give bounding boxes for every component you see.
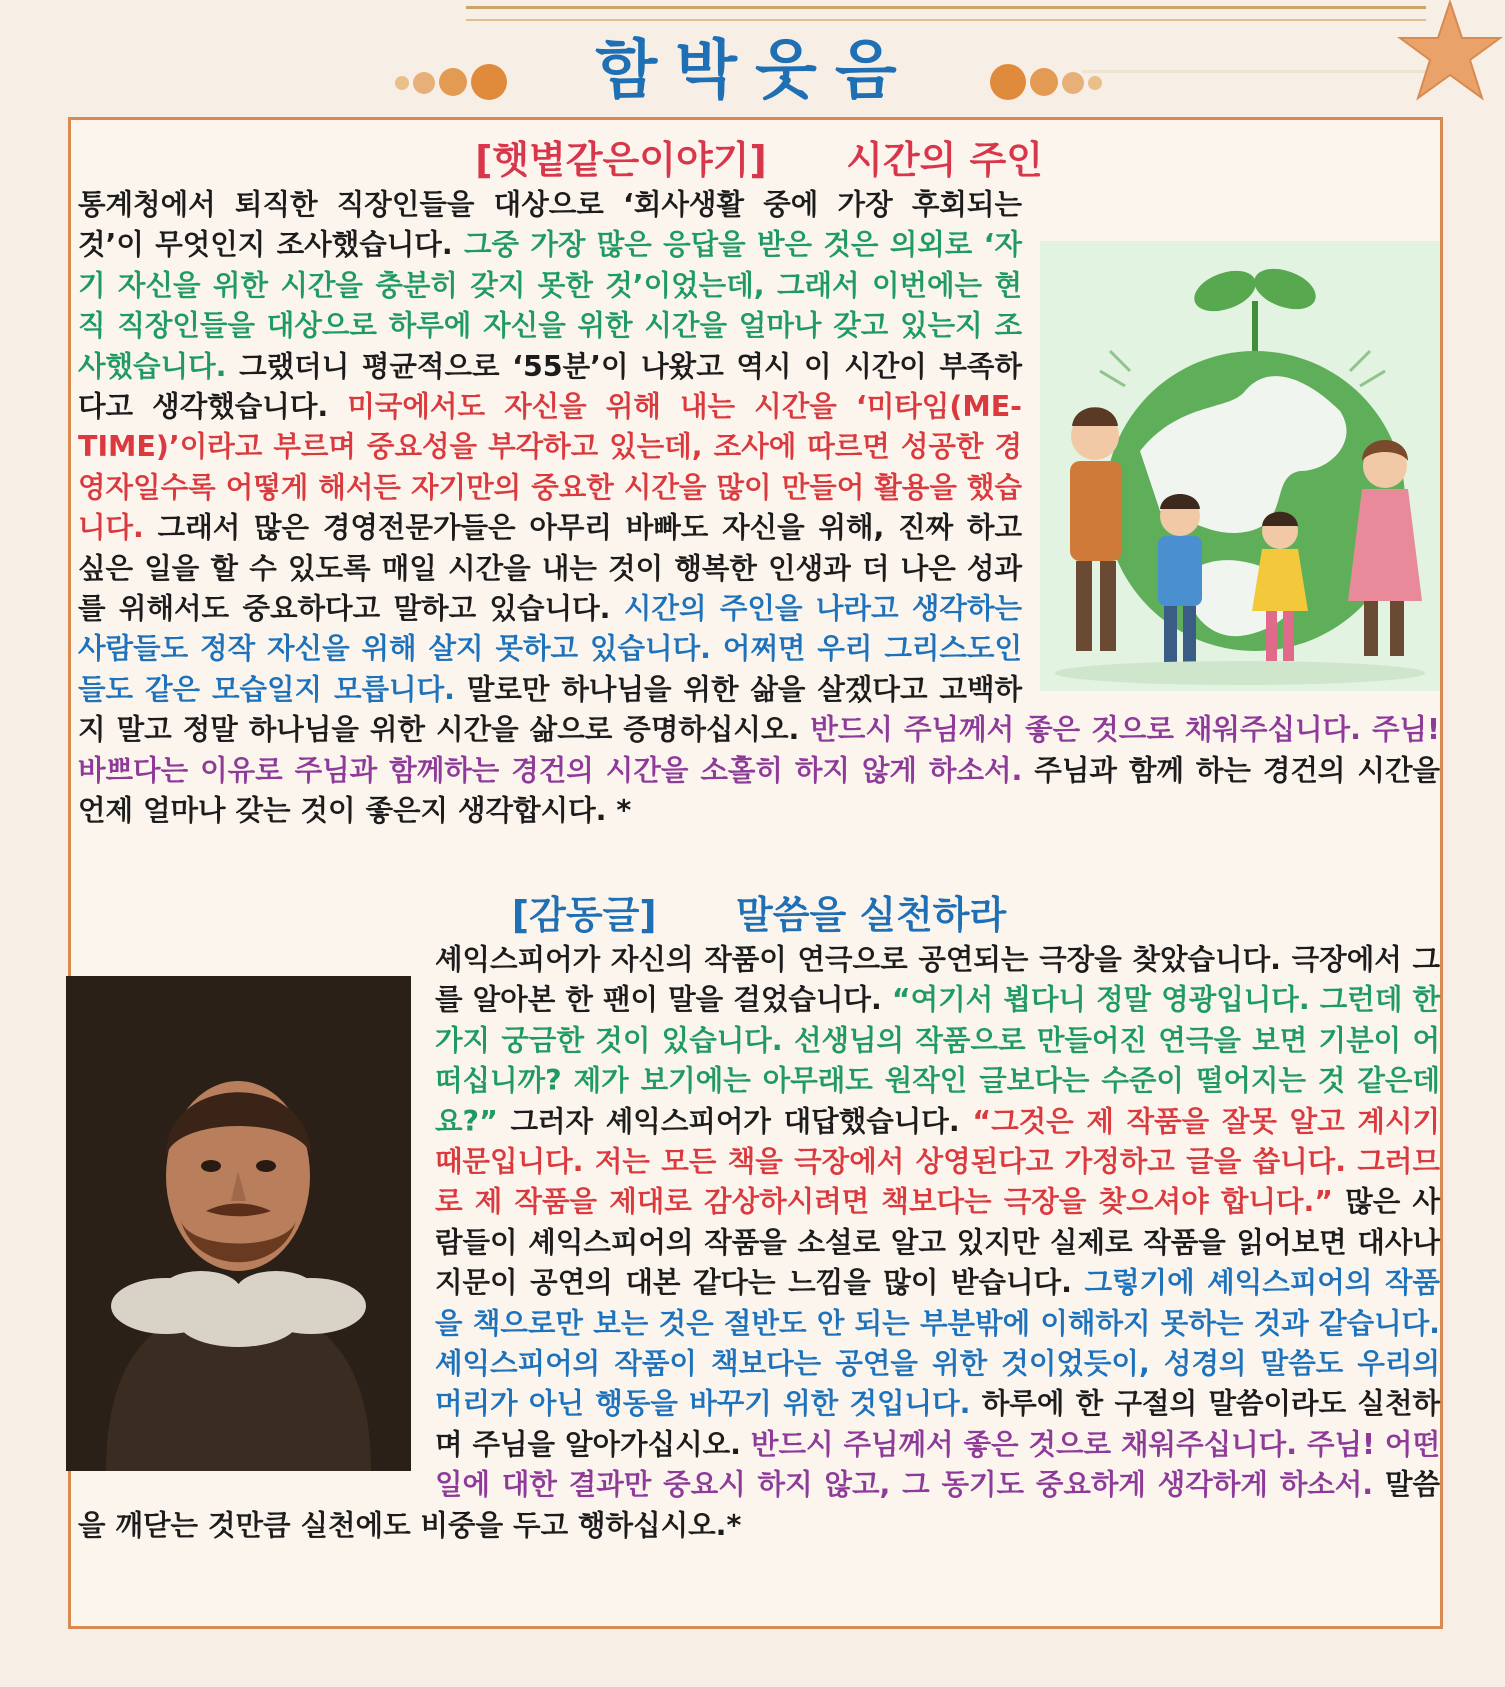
story-practice-the-word [78, 890, 1440, 1615]
page-title: 함박웃음 [595, 34, 915, 108]
story1-seg-8: 주님과 함께 하는 경건의 시간을 언제 얼마나 갖는 것이 좋은지 생각합시다. * [78, 753, 1441, 828]
story1-seg-4: 그래서 많은 경영전문가들은 아무리 바빠도 자신을 위해, 진짜 하고 싶은 일을 할 수 있도록 매일 시간을 내는 것이 행복한 인생과 더 나은 성과를 위해서도 중요하다고 말하고 있습니다. [78, 511, 1022, 626]
story1-seg-0: 통계청에서 퇴직한 직장인들을 대상으로 ‘회사생활 중에 가장 후회되는 것’이 무엇인지 조사했습니다. [78, 188, 1022, 262]
story1-seg-3: 미국에서도 자신을 위해 내는 시간을 ‘미타임(ME-TIME)’이라고 부르며 중요성을 부각하고 있는데, 조사에 따르면 성공한 경영자일수록 어떻게 해서든 자기만의 중요한 시간을 많이 만들어 활용을 했습니다. [78, 390, 1023, 545]
story2-title [78, 890, 1440, 940]
story2-seg-5: 그렇기에 셰익스피어의 작품을 책으로만 보는 것은 절반도 안 되는 부분밖에 이해하지 못하는 것과 같습니다. 셰익스피어의 작품이 책보다는 공연을 위한 것이었듯이, 성경의 말씀도 우리의 머리가 아닌 행동을 바꾸기 위한 것입니다. [435, 1266, 1441, 1421]
shakespeare-portrait [66, 976, 411, 1471]
right-dots-decoration [990, 64, 1110, 100]
left-dots-decoration [395, 64, 515, 100]
globe-children-illustration [1040, 241, 1440, 691]
story2-seg-8: 말씀을 깨닫는 것만큼 실천에도 비중을 두고 행하십시오.* [78, 1468, 1441, 1542]
story2-title-tag: [감동글] [511, 893, 657, 937]
story1-title [78, 135, 1440, 185]
story1-seg-1: 그중 가장 많은 응답을 받은 것은 의외로 ‘자기 자신을 위한 시간을 충분히 갖지 못한 것’이었는데, 그래서 이번에는 현직 직장인들을 대상으로 하루에 자신을 위한 시간을 얼마나 갖고 있는지 조사했습니다. [78, 228, 1023, 383]
story1-body [78, 185, 1440, 832]
story2-body [78, 940, 1440, 1546]
story2-seg-0: 셰익스피어가 자신의 작품이 연극으로 공연되는 극장을 찾았습니다. 극장에서 그를 알아본 한 팬이 말을 걸었습니다. [435, 943, 1440, 1017]
story1-seg-6: 말로만 하나님을 위한 삶을 살겠다고 고백하지 말고 정말 하나님을 위한 시간을 삶으로 증명하십시오. [78, 672, 1023, 747]
page-header [0, 28, 1505, 118]
story2-seg-7: 반드시 주님께서 좋은 것으로 채워주십니다. 주님! 어떤 일에 대한 결과만 중요시 하지 않고, 그 동기도 중요하게 생각하게 하소서. [435, 1427, 1440, 1502]
story1-seg-5: 시간의 주인을 나라고 생각하는 사람들도 정작 자신을 위해 살지 못하고 있습니다. 어쩌면 우리 그리스도인들도 같은 모습일지 모릅니다. [78, 592, 1023, 706]
illustration-svg [1040, 241, 1440, 691]
story1-title-main: 시간의 주인 [846, 138, 1043, 182]
story1-seg-7: 반드시 주님께서 좋은 것으로 채워주십니다. 주님! 바쁘다는 이유로 주님과 함께하는 경건의 시간을 소홀히 하지 않게 하소서. [78, 713, 1440, 787]
story1-seg-2: 그랬더니 평균적으로 ‘55분’이 나왔고 역시 이 시간이 부족하다고 생각했습니다. [78, 349, 1022, 424]
story2-seg-6: 하루에 한 구절의 말씀이라도 실천하며 주님을 알아가십시오. [435, 1387, 1441, 1461]
story2-seg-3: “그것은 제 작품을 잘못 알고 계시기 때문입니다. 저는 모든 책을 극장에서 상영된다고 가정하고 글을 씁니다. 그러므로 제 작품을 제대로 감상하시려면 책보다는 극장을 찾으셔야 합니다.” [435, 1104, 1441, 1219]
top-decorative-rule [466, 6, 1426, 21]
portrait-svg [66, 976, 411, 1471]
story2-seg-1: “여기서 뵙다니 정말 영광입니다. 그런데 한 가지 궁금한 것이 있습니다. 선생님의 작품으로 만들어진 연극을 보면 기분이 어떠십니까? 제가 보기에는 아무래도 원작인 글보다는 수준이 떨어지는 것 같은데요?” [435, 983, 1440, 1138]
story1-title-tag: [햇볕같은이야기] [475, 138, 767, 182]
story2-title-main: 말씀을 실천하라 [736, 893, 1007, 937]
story-time-owner [78, 135, 1440, 870]
story2-seg-4: 많은 사람들이 셰익스피어의 작품을 소설로 알고 있지만 실제로 작품을 읽어보면 대사나 지문이 공연의 대본 같다는 느낌을 많이 받습니다. [435, 1185, 1441, 1300]
story2-seg-2: 그러자 셰익스피어가 대답했습니다. [497, 1104, 973, 1138]
